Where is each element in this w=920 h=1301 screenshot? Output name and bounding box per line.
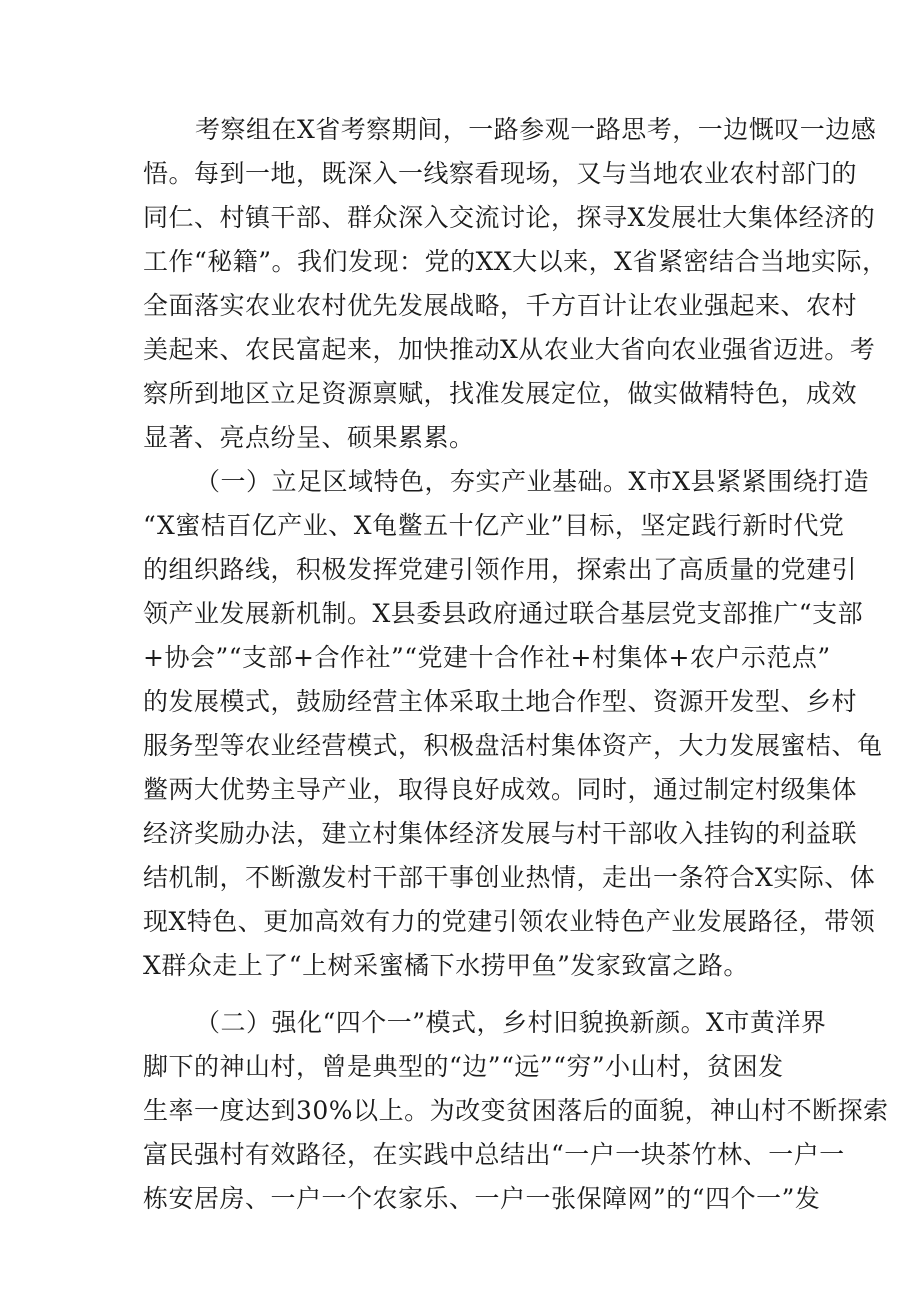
- text-line: 经济奖励办法，建立村集体经济发展与村干部收入挂钩的利益联: [143, 819, 858, 848]
- text-line: 脚下的神山村，曾是典型的“边”“远”“穷”小山村，贫困发: [143, 1052, 784, 1081]
- text-line: 考察组在X省考察期间，一路参观一路思考，一边慨叹一边感: [195, 115, 877, 144]
- text-line: X群众走上了“上树采蜜橘下水捞甲鱼”发家致富之路。: [143, 951, 749, 980]
- text-line: +协会”“支部+合作社”“党建十合作社+村集体+农户示范点”: [143, 643, 831, 672]
- text-line: 悟。每到一地，既深入一线察看现场，又与当地农业农村部门的: [143, 159, 858, 188]
- text-line: 美起来、农民富起来，加快推动X从农业大省向农业强省迈进。考: [143, 335, 876, 364]
- text-line: 的发展模式，鼓励经营主体采取土地合作型、资源开发型、乡村: [143, 687, 858, 716]
- text-line: 生率一度达到30%以上。为改变贫困落后的面貌，神山村不断探索: [143, 1096, 889, 1125]
- text-line: “X蜜桔百亿产业、X龟鳖五十亿产业”目标，坚定践行新时代党: [143, 511, 845, 540]
- text-line: 工作“秘籍”。我们发现：党的XX大以来，X省紧密结合当地实际，: [143, 247, 888, 276]
- text-line: 鳖两大优势主导产业，取得良好成效。同时，通过制定村级集体: [143, 775, 858, 804]
- text-line: 的组织路线，积极发挥党建引领作用，探索出了高质量的党建引: [143, 555, 858, 584]
- text-line: 结机制，不断激发村干部干事创业热情，走出一条符合X实际、体: [143, 863, 876, 892]
- text-line: 全面落实农业农村优先发展战略，千方百计让农业强起来、农村: [143, 291, 858, 320]
- text-line: 服务型等农业经营模式，积极盘活村集体资产，大力发展蜜桔、龟: [143, 731, 883, 760]
- text-line: 现X特色、更加高效有力的党建引领农业特色产业发展路径，带领: [143, 907, 876, 936]
- section-heading-line: （一）立足区域特色，夯实产业基础。X市X县紧紧围绕打造: [195, 467, 870, 496]
- text-line: 富民强村有效路径，在实践中总结出“一户一块茶竹林、一户一: [143, 1140, 845, 1169]
- text-line: 栋安居房、一户一个农家乐、一户一张保障网”的“四个一”发: [143, 1184, 821, 1213]
- section-heading-line: （二）强化“四个一”模式，乡村旧貌换新颜。X市黄洋界: [195, 1008, 827, 1037]
- text-line: 同仁、村镇干部、群众深入交流讨论，探寻X发展壮大集体经济的: [143, 203, 876, 232]
- text-line: 领产业发展新机制。X县委县政府通过联合基层党支部推广“支部: [143, 599, 864, 628]
- text-line: 察所到地区立足资源禀赋，找准发展定位，做实做精特色，成效: [143, 379, 858, 408]
- text-line: 显著、亮点纷呈、硕果累累。: [143, 423, 475, 452]
